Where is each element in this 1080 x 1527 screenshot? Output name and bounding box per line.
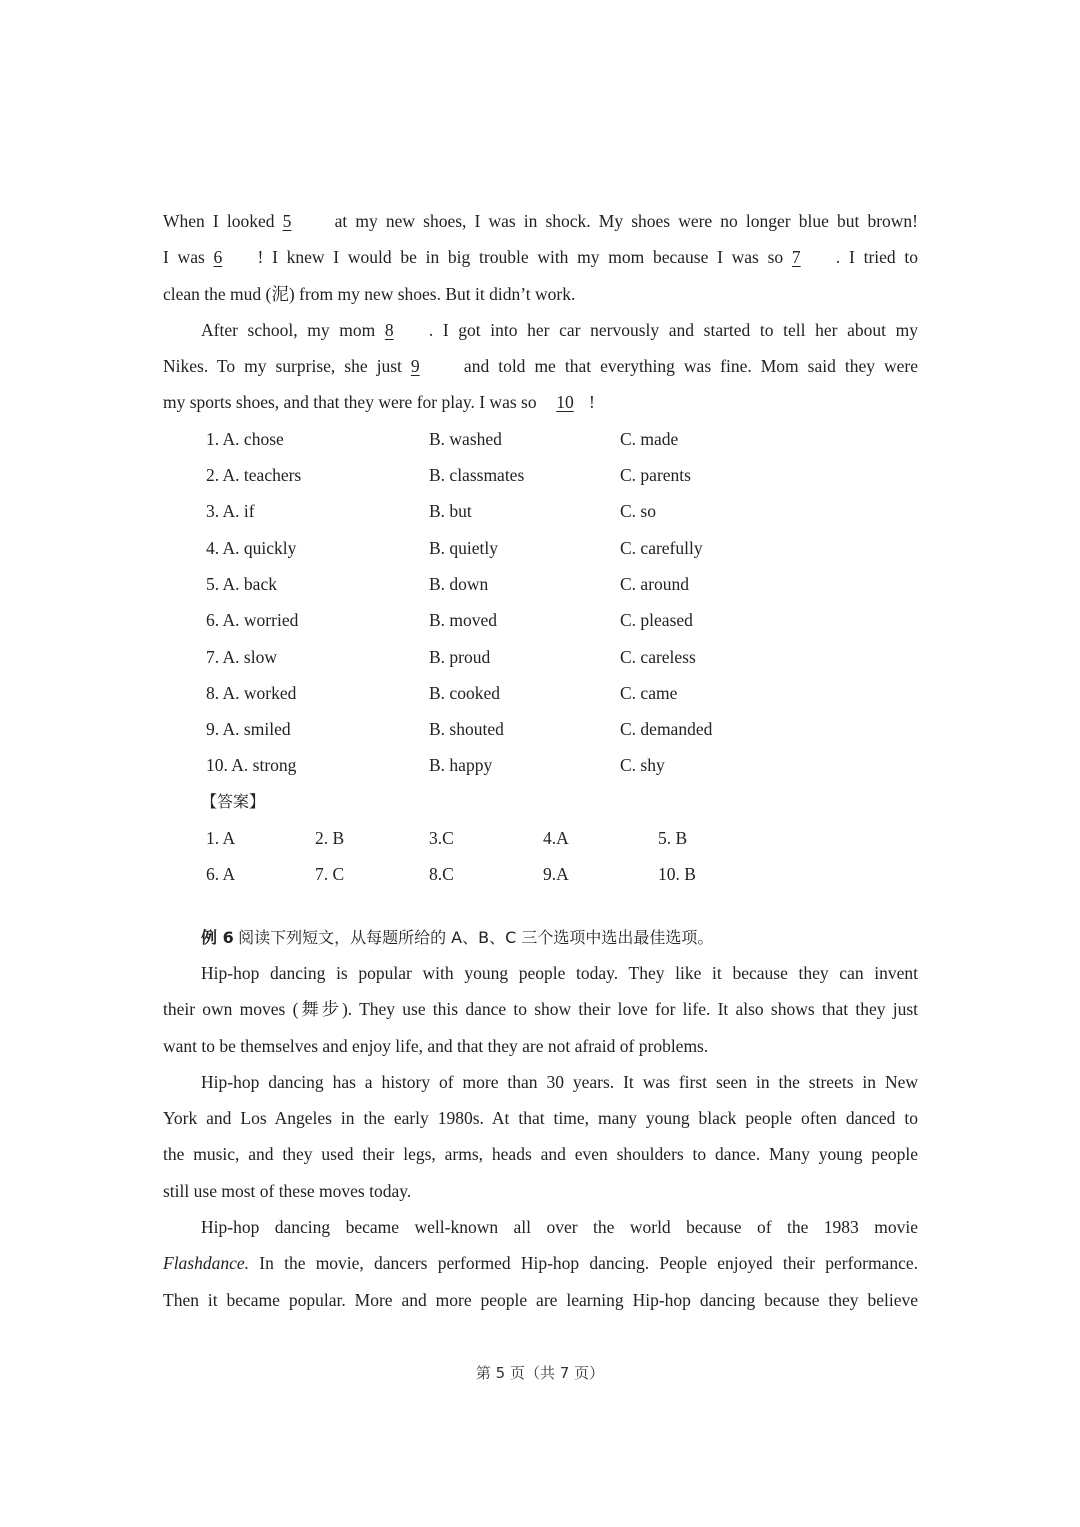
option-a: 5. A. back [206, 573, 277, 594]
blank-5: 5 [282, 211, 292, 231]
text: and told me that everything was fine. Mom said they were [454, 356, 919, 377]
option-b: B. quietly [429, 537, 499, 558]
passage-line: Hip-hop dancing is popular with young people today. They like it because they can invent [201, 962, 918, 983]
option-c: C. around [620, 573, 690, 594]
text: In the movie, dancers performed Hip-hop dancing. People enjoyed their performance. [259, 1253, 918, 1274]
option-row [163, 421, 918, 457]
option-c: C. parents [620, 465, 691, 486]
answer: 10. B [658, 864, 696, 885]
movie-title: Flashdance. [163, 1253, 250, 1274]
option-row [163, 675, 918, 711]
answers-heading: 【答案】 [201, 791, 266, 811]
option-a: 2. A. teachers [206, 465, 302, 486]
text: ! [588, 392, 595, 413]
example-heading [163, 919, 918, 955]
answer-row [163, 856, 918, 892]
option-b: B. moved [429, 610, 498, 631]
option-b: B. but [429, 501, 472, 522]
option-c: C. careless [620, 646, 696, 667]
text: . I tried to [835, 247, 918, 268]
option-a: 9. A. smiled [206, 719, 291, 740]
passage-line [163, 239, 918, 275]
passage-line: want to be themselves and enjoy life, and that they are not afraid of problems. [163, 1035, 709, 1056]
text: . I got into her car nervously and started to tell her about my [428, 319, 918, 340]
example-instruction: 阅读下列短文，从每题所给的 A、B、C 三个选项中选出最佳选项。 [238, 927, 714, 947]
option-row [163, 493, 918, 529]
option-row [163, 747, 918, 783]
text: When I looked [163, 211, 283, 231]
option-b: B. down [429, 573, 489, 594]
passage-line: still use most of these moves today. [163, 1180, 412, 1201]
passage-line [163, 384, 918, 420]
blank-9: 9 [410, 356, 420, 377]
option-a: 6. A. worried [206, 610, 299, 631]
option-c: C. came [620, 682, 678, 703]
passage-line: the music, and they used their legs, arms, heads and even shoulders to dance. Many young people [163, 1144, 918, 1165]
example-label: 例 6 [201, 927, 234, 947]
blank-6: 6 [213, 247, 223, 268]
passage-line: their own moves (舞步). They use this dance to show their love for life. It also shows that they just [163, 999, 918, 1020]
answer: 7. C [315, 864, 345, 885]
option-c: C. carefully [620, 537, 703, 558]
text: my sports shoes, and that they were for play. I was so [163, 392, 541, 413]
option-row [163, 711, 918, 747]
text: ! I knew I would be in big trouble with my mom because I was so [257, 247, 792, 268]
answer: 4.A [543, 828, 569, 849]
answer: 1. A [206, 828, 236, 849]
options-list [163, 421, 918, 784]
passage-line [163, 312, 918, 348]
option-b: B. happy [429, 755, 493, 776]
option-c: C. made [620, 428, 679, 449]
blank-7: 7 [791, 247, 801, 268]
answer: 6. A [206, 864, 236, 885]
document-page [163, 203, 918, 1318]
option-row [163, 639, 918, 675]
blank-8: 8 [384, 319, 394, 340]
passage-line: Then it became popular. More and more people are learning Hip-hop dancing because they believe [163, 1289, 918, 1310]
option-row [163, 530, 918, 566]
option-a: 4. A. quickly [206, 537, 297, 558]
answer: 3.C [429, 828, 454, 849]
text: Nikes. To my surprise, she just [163, 356, 411, 377]
option-row [163, 566, 918, 602]
blank-10: 10 [556, 392, 574, 413]
page-footer: 第 5 页（共 7 页） [475, 1364, 605, 1382]
option-row [163, 602, 918, 638]
option-a: 3. A. if [206, 501, 255, 522]
option-c: C. demanded [620, 719, 713, 740]
answer: 9.A [543, 864, 569, 885]
option-a: 7. A. slow [206, 646, 277, 667]
option-b: B. shouted [429, 719, 504, 740]
passage-line [163, 1245, 918, 1281]
answer-row [163, 820, 918, 856]
option-c: C. so [620, 501, 656, 522]
passage-line [163, 348, 918, 384]
answer: 5. B [658, 828, 688, 849]
passage-line: Hip-hop dancing became well-known all over the world because of the 1983 movie [201, 1217, 918, 1238]
option-b: B. washed [429, 428, 502, 449]
option-a: 10. A. strong [206, 755, 297, 776]
text: at my new shoes, I was in shock. My shoes were no longer blue but brown! [326, 211, 918, 231]
option-b: B. cooked [429, 682, 500, 703]
option-a: 1. A. chose [206, 428, 284, 449]
text: After school, my mom [201, 319, 385, 340]
answers-heading-row [163, 784, 918, 820]
option-row [163, 457, 918, 493]
answer: 8.C [429, 864, 454, 885]
passage-line [163, 203, 918, 239]
option-a: 8. A. worked [206, 682, 297, 703]
passage-line: clean the mud (泥) from my new shoes. But it didn’t work. [163, 283, 576, 304]
option-c: C. shy [620, 755, 665, 776]
option-c: C. pleased [620, 610, 693, 631]
option-b: B. classmates [429, 465, 525, 486]
option-b: B. proud [429, 646, 491, 667]
answer: 2. B [315, 828, 345, 849]
passage-line: York and Los Angeles in the early 1980s. At that time, many young black people often danced to [163, 1108, 918, 1129]
text: I was [163, 247, 214, 268]
passage-line: Hip-hop dancing has a history of more than 30 years. It was first seen in the streets in New [201, 1071, 918, 1092]
